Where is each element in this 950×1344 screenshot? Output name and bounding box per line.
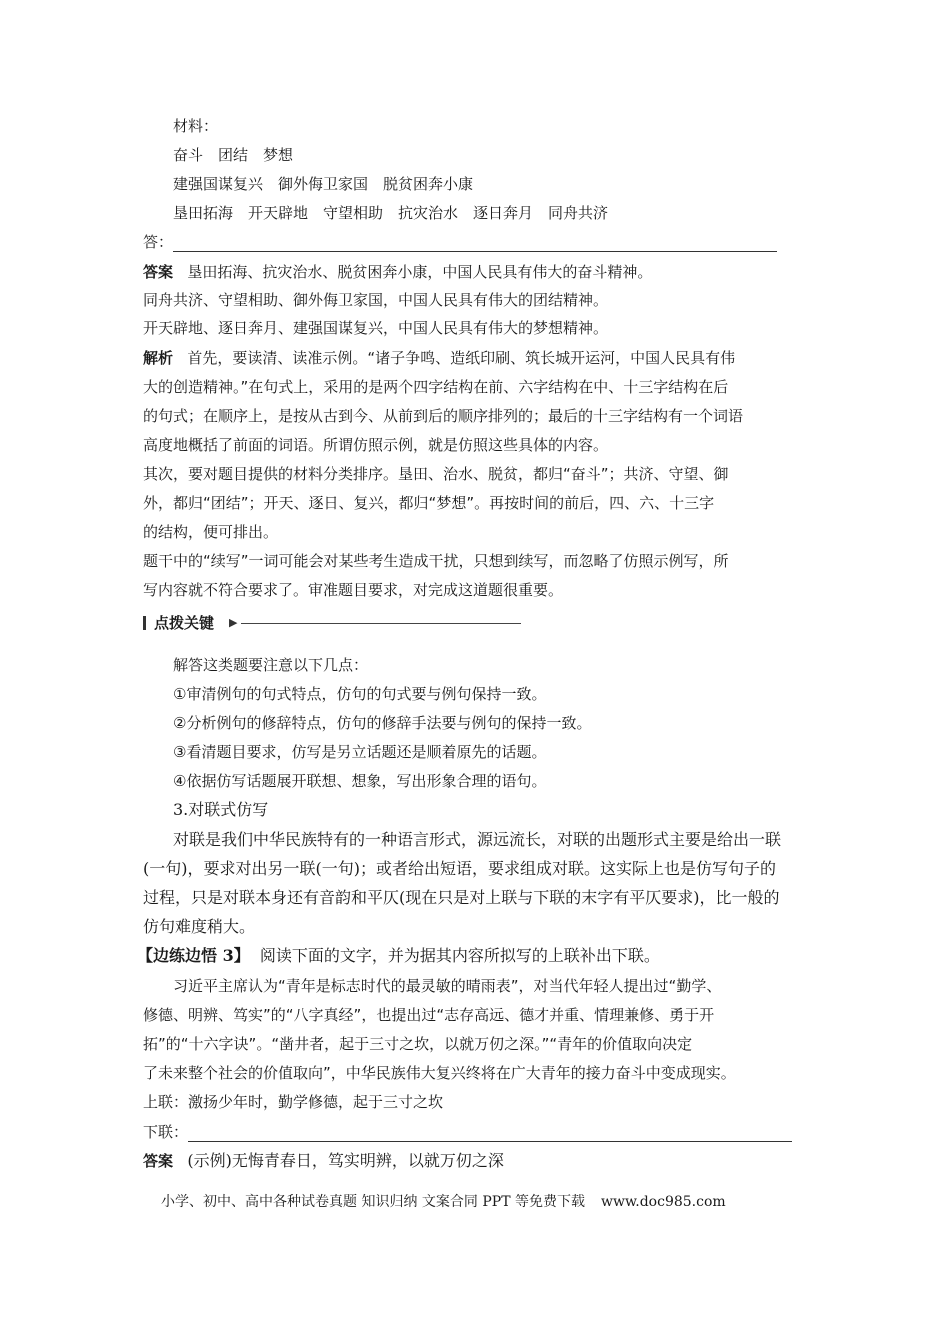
exercise3-para-line: 习近平主席认为“青年是标志时代的最灵敏的晴雨表”，对当代年轻人提出过“勤学、 [173,977,722,995]
key-point-item: ②分析例句的修辞特点，仿句的修辞手法要与例句的保持一致。 [173,714,592,732]
analysis-line: 首先，要读清、读准示例。“诸子争鸣、造纸印刷、筑长城开运河，中国人民具有伟 [187,349,736,367]
exercise3-para-line: 了未来整个社会的价值取向”，中华民族伟大复兴终将在广大青年的接力奋斗中变成现实。 [143,1064,736,1082]
lower-couplet-label: 下联： [143,1123,189,1141]
header-rule [241,623,521,624]
section3-para-line: 过程，只是对联本身还有音韵和平仄(现在只是对上联与下联的末字有平仄要求)，比一般的 [143,888,780,907]
exercise3-row [137,946,660,966]
analysis-line: 外，都归“团结”；开天、逐日、复兴，都归“梦想”。再按时间的前后，四、六、十三字 [143,494,715,512]
answer-prompt-row [143,232,777,252]
analysis-line: 的句式；在顺序上，是按从古到今、从前到后的顺序排列的；最后的十三字结构有一个词语 [143,407,744,425]
lower-couplet-row [143,1122,792,1142]
exercise3-answer-label: 答案 [143,1152,174,1170]
analysis-line: 的结构，便可排出。 [143,523,279,541]
key-point-item: ①审清例句的句式特点，仿句的句式要与例句保持一致。 [173,685,547,703]
key-point-item: ③看清题目要求，仿写是另立话题还是顺着原先的话题。 [173,743,547,761]
material-label: 材料： [173,117,219,135]
key-points-intro: 解答这类题要注意以下几点： [173,656,369,674]
exercise3-answer-text: (示例)无悔青春日，笃实明辨，以就万仞之深 [187,1151,504,1170]
footer-text: 小学、初中、高中各种试卷真题 知识归纳 文案合同 PPT 等免费下载 [161,1194,585,1210]
exercise3-label: 【边练边悟 3】 [137,946,250,965]
footer [161,1193,726,1211]
footer-url[interactable]: www.doc985.com [600,1194,726,1210]
analysis-line: 大的创造精神。”在句式上，采用的是两个四字结构在前、六字结构在中、十三字结构在后 [143,378,729,396]
section3-heading: 3.对联式仿写 [173,800,269,819]
section3-para-line: 对联是我们中华民族特有的一种语言形式，源远流长，对联的出题形式主要是给出一联 [173,830,782,849]
answer-prompt-label: 答： [143,233,174,251]
analysis-row-1 [143,348,735,368]
upper-couplet-text: 激扬少年时，勤学修德，起于三寸之坎 [188,1093,444,1111]
upper-couplet-row [143,1092,443,1112]
analysis-line: 其次，要对题目提供的材料分类排序。垦田、治水、脱贫，都归“奋斗”；共济、守望、御 [143,465,729,483]
upper-couplet-label: 上联： [143,1093,189,1111]
answer-line: 开天辟地、逐日奔月、建强国谋复兴，中国人民具有伟大的梦想精神。 [143,319,609,337]
section3-para-line: (一句)，要求对出另一联(一句)；或者给出短语，要求组成对联。这实际上也是仿写句子的 [143,859,776,878]
exercise3-prompt: 阅读下面的文字，并为据其内容所拟写的上联补出下联。 [259,946,660,965]
material-row-2: 建强国谋复兴 御外侮卫家国 脱贫困奔小康 [173,175,474,193]
section3-para-line: 仿句难度稍大。 [143,917,256,936]
material-row-3: 垦田拓海 开天辟地 守望相助 抗灾治水 逐日奔月 同舟共济 [173,204,609,222]
key-points-header [143,614,523,634]
exercise3-para-line: 修德、明辨、笃实”的“八字真经”，也提出过“志存高远、德才并重、情理兼修、勇于开 [143,1006,715,1024]
analysis-line: 写内容就不符合要求了。审准题目要求，对完成这道题很重要。 [143,581,564,599]
answer-line: 同舟共济、守望相助、御外侮卫家国，中国人民具有伟大的团结精神。 [143,291,609,309]
answer-row-1 [143,262,652,282]
answer-blank-line[interactable] [173,235,777,252]
key-point-item: ④依据仿写话题展开联想、想象，写出形象合理的语句。 [173,772,547,790]
material-row-1: 奋斗 团结 梦想 [173,146,294,164]
triangle-right-icon: ▶ [229,616,238,629]
exercise3-para-line: 拓”的“十六字诀”。“凿井者，起于三寸之坎，以就万仞之深。”“青年的价值取向决定 [143,1035,693,1053]
answer-label: 答案 [143,263,174,281]
exercise3-answer-row [143,1151,504,1171]
analysis-line: 高度地概括了前面的词语。所谓仿照示例，就是仿照这些具体的内容。 [143,436,609,454]
lower-couplet-blank[interactable] [188,1125,792,1142]
key-points-title: 点拨关键 [154,614,215,632]
analysis-line: 题干中的“续写”一词可能会对某些考生造成干扰，只想到续写，而忽略了仿照示例写，所 [143,552,729,570]
header-bar [143,616,146,630]
answer-line: 垦田拓海、抗灾治水、脱贫困奔小康，中国人民具有伟大的奋斗精神。 [187,263,653,281]
analysis-label: 解析 [143,349,174,367]
